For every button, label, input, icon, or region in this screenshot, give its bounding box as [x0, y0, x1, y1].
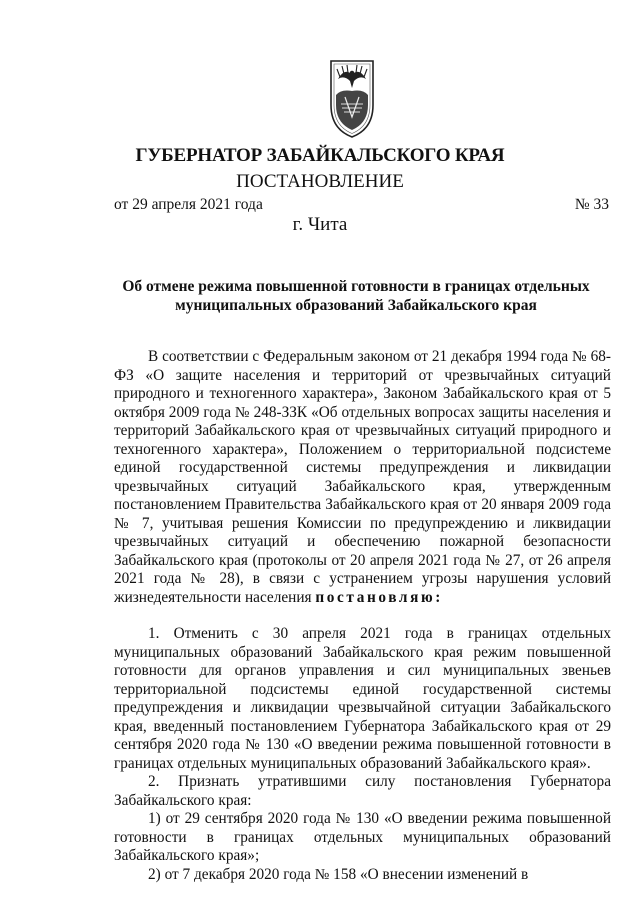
- item-2-2-paragraph: 2) от 7 декабря 2020 года № 158 «О внесении изменений в: [148, 865, 529, 883]
- decree-word: постановляю:: [315, 588, 443, 606]
- issuer-title: ГУБЕРНАТОР ЗАБАЙКАЛЬСКОГО КРАЯ: [135, 145, 505, 166]
- document-city: г. Чита: [292, 214, 348, 235]
- coat-of-arms-icon: [327, 55, 377, 140]
- document-date: от 29 апреля 2021 года: [114, 196, 263, 213]
- item-1-paragraph: 1. Отменить с 30 апреля 2021 года в границах отдельных муниципальных образований Забайкальского края режим повышенной готовности для органов управления и сил муниципальных звеньев территориальной подсистемы единой государственной системы предупреждения и ликвидации чрезвычайной ситуации Забайкальского края, введенный постановлением Губернатора Забайкальского края от 29 сентября 2020 года № 130 «О введении режима повышенной готовности в границах отдельных муниципальных образований Забайкальского края».: [114, 625, 611, 772]
- document-body: [114, 348, 611, 884]
- document-type-title: ПОСТАНОВЛЕНИЕ: [236, 171, 404, 192]
- preamble-text: В соответствии с Федеральным законом от 21 декабря 1994 года № 68-ФЗ «О защите населения и территорий от чрезвычайных ситуаций природного и техногенного характера», Законом Забайкальского края от 5 октября 2009 года № 248-ЗЗК «Об отдельных вопросах защиты населения и территорий Забайкальского края от чрезвычайных ситуаций природного и техногенного характера», Положением о территориальной подсистеме единой государственной системы предупреждения и ликвидации чрезвычайных ситуаций Забайкальского края, утвержденным постановлением Правительства Забайкальского края от 20 января 2009 года № 7, учитывая решения Комиссии по предупреждению и ликвидации чрезвычайных ситуаций и обеспечению пожарной безопасности Забайкальского края (протоколы от 20 апреля 2021 года № 27, от 26 апреля 2021 года № 28), в связи с устранением угрозы нарушения условий жизнедеятельности населения: [114, 348, 611, 606]
- item-2-paragraph: 2. Признать утратившими силу постановления Губернатора Забайкальского края:: [114, 773, 611, 809]
- document-number: № 33: [574, 196, 609, 213]
- preamble-paragraph: [114, 348, 611, 607]
- item-2-1-paragraph: 1) от 29 сентября 2020 года № 130 «О введении режима повышенной готовности в границах отдельных муниципальных образований Забайкальского края»;: [114, 810, 611, 864]
- document-subject: Об отмене режима повышенной готовности в границах отдельных муниципальных образований Забайкальского края: [122, 278, 590, 314]
